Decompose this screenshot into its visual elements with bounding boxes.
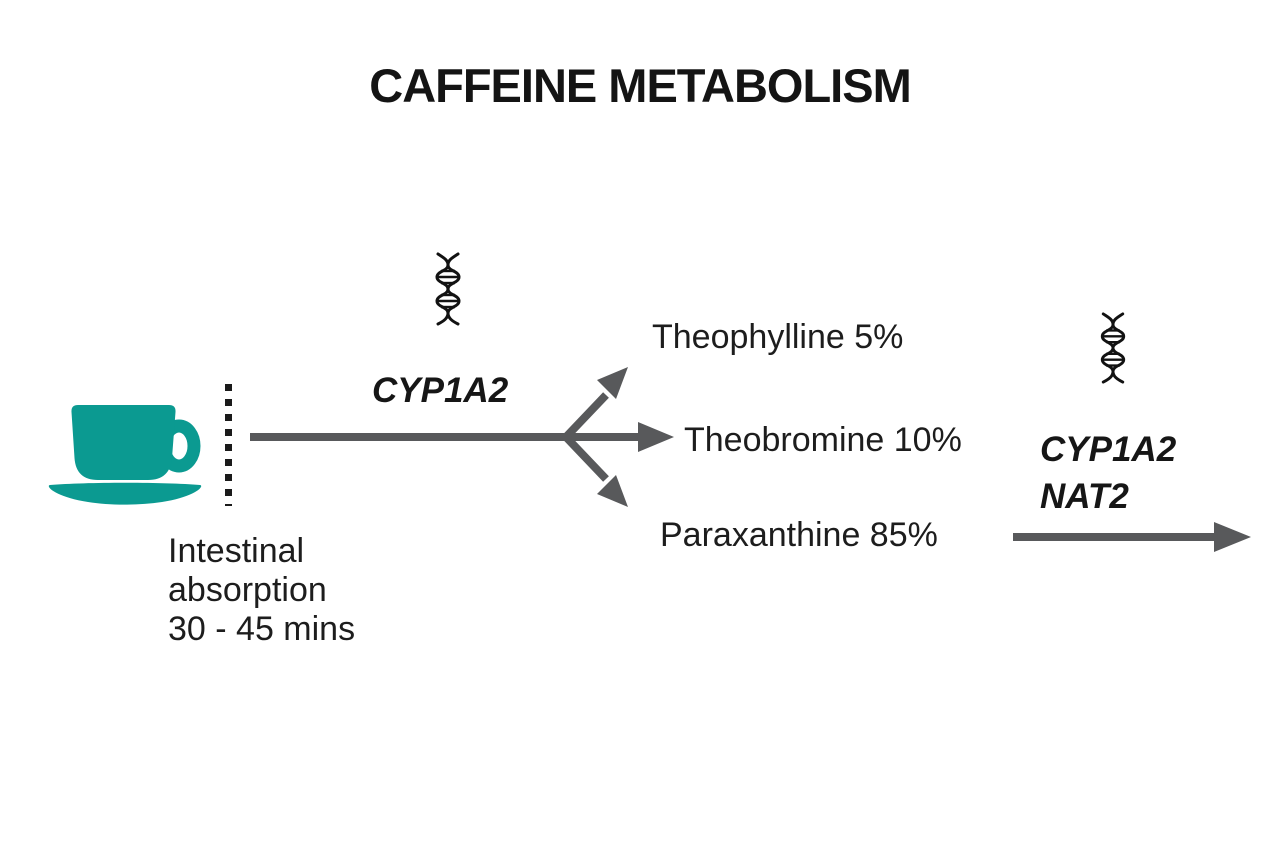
page-title: CAFFEINE METABOLISM [369, 59, 911, 112]
absorption-caption [168, 532, 355, 649]
absorption-caption-line: absorption [168, 571, 327, 609]
cup-body [71, 405, 175, 480]
dotted-barrier-line [225, 384, 232, 506]
dna-icon [1097, 311, 1129, 385]
metabolite-theobromine: Theobromine 10% [684, 421, 962, 459]
absorption-caption-line: 30 - 45 mins [168, 610, 356, 648]
coffee-cup-icon [46, 396, 204, 510]
absorption-caption-line: Intestinal [168, 532, 305, 570]
cup-saucer [49, 483, 201, 505]
enzyme-label-cyp1a2: CYP1A2 [1040, 430, 1177, 469]
branching-arrow [248, 352, 678, 522]
dna-icon [432, 250, 464, 328]
metabolite-theophylline: Theophylline 5% [652, 318, 904, 356]
enzyme-label-cyp1a2: CYP1A2 [372, 371, 509, 410]
enzyme-label-nat2: NAT2 [1040, 477, 1129, 516]
enzyme-labels-right [1040, 426, 1176, 520]
metabolite-paraxanthine: Paraxanthine 85% [660, 516, 938, 554]
arrow-right [1010, 518, 1254, 558]
